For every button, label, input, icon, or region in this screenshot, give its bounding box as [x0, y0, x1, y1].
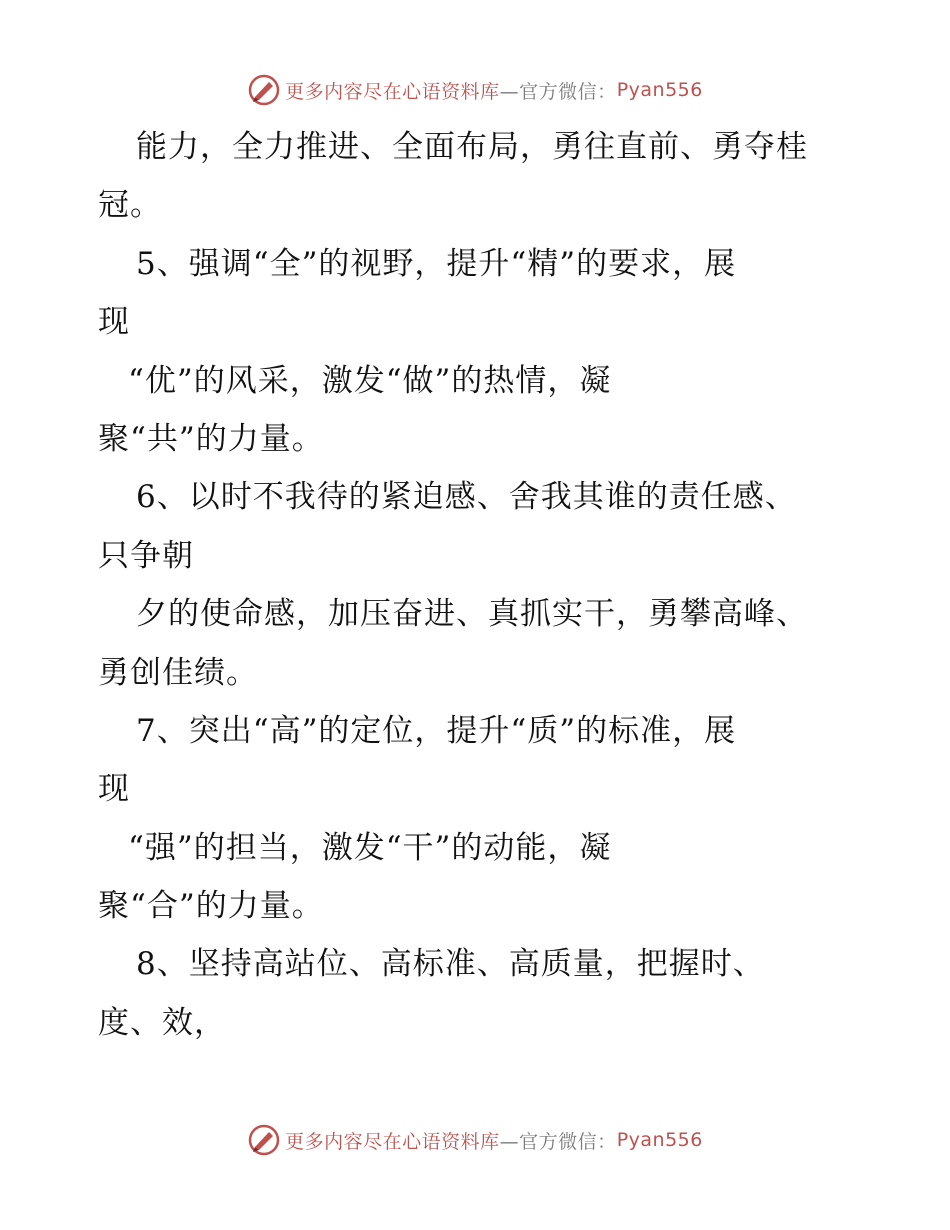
text-line: 7、突出“高”的定位，提升“质”的标准，展: [136, 712, 737, 749]
footer-banner: [0, 1120, 950, 1160]
document-body: [98, 118, 858, 1052]
text-line: 只争朝: [98, 537, 194, 574]
text-line: 5、强调“全”的视野，提升“精”的要求，展: [136, 245, 737, 282]
footer-wechat-label: —官方微信：: [499, 1130, 617, 1153]
header-wechat-id: Pyan556: [616, 79, 703, 101]
text-line: 现: [98, 304, 130, 341]
text-line: 勇创佳绩。: [98, 654, 258, 691]
header-wechat-label: —官方微信：: [499, 80, 617, 103]
text-line: 度、效，: [98, 1004, 226, 1041]
text-line: 夕的使命感，加压奋进、真抓实干，勇攀高峰、: [136, 596, 808, 633]
header-banner: [0, 70, 950, 110]
text-line: “优”的风采，激发“做”的热情，凝: [128, 362, 612, 399]
footer-wechat-id: Pyan556: [616, 1129, 703, 1151]
footer-brand-text: 更多内容尽在心语资料库: [285, 1130, 500, 1153]
text-line: 聚“共”的力量。: [98, 420, 324, 457]
text-line: 6、以时不我待的紧迫感、舍我其谁的责任感、: [136, 479, 797, 516]
text-line: 能力，全力推进、全面布局，勇往直前、勇夺桂: [136, 129, 808, 165]
text-line: 冠。: [98, 187, 162, 224]
text-line: 现: [98, 771, 130, 808]
text-line: “强”的担当，激发“干”的动能，凝: [128, 829, 612, 866]
text-line: 8、坚持高站位、高标准、高质量，把握时、: [136, 946, 765, 983]
pen-logo-icon: [247, 73, 281, 107]
text-line: 聚“合”的力量。: [98, 888, 324, 925]
pen-logo-icon: [247, 1123, 281, 1157]
header-brand-text: 更多内容尽在心语资料库: [285, 80, 500, 103]
